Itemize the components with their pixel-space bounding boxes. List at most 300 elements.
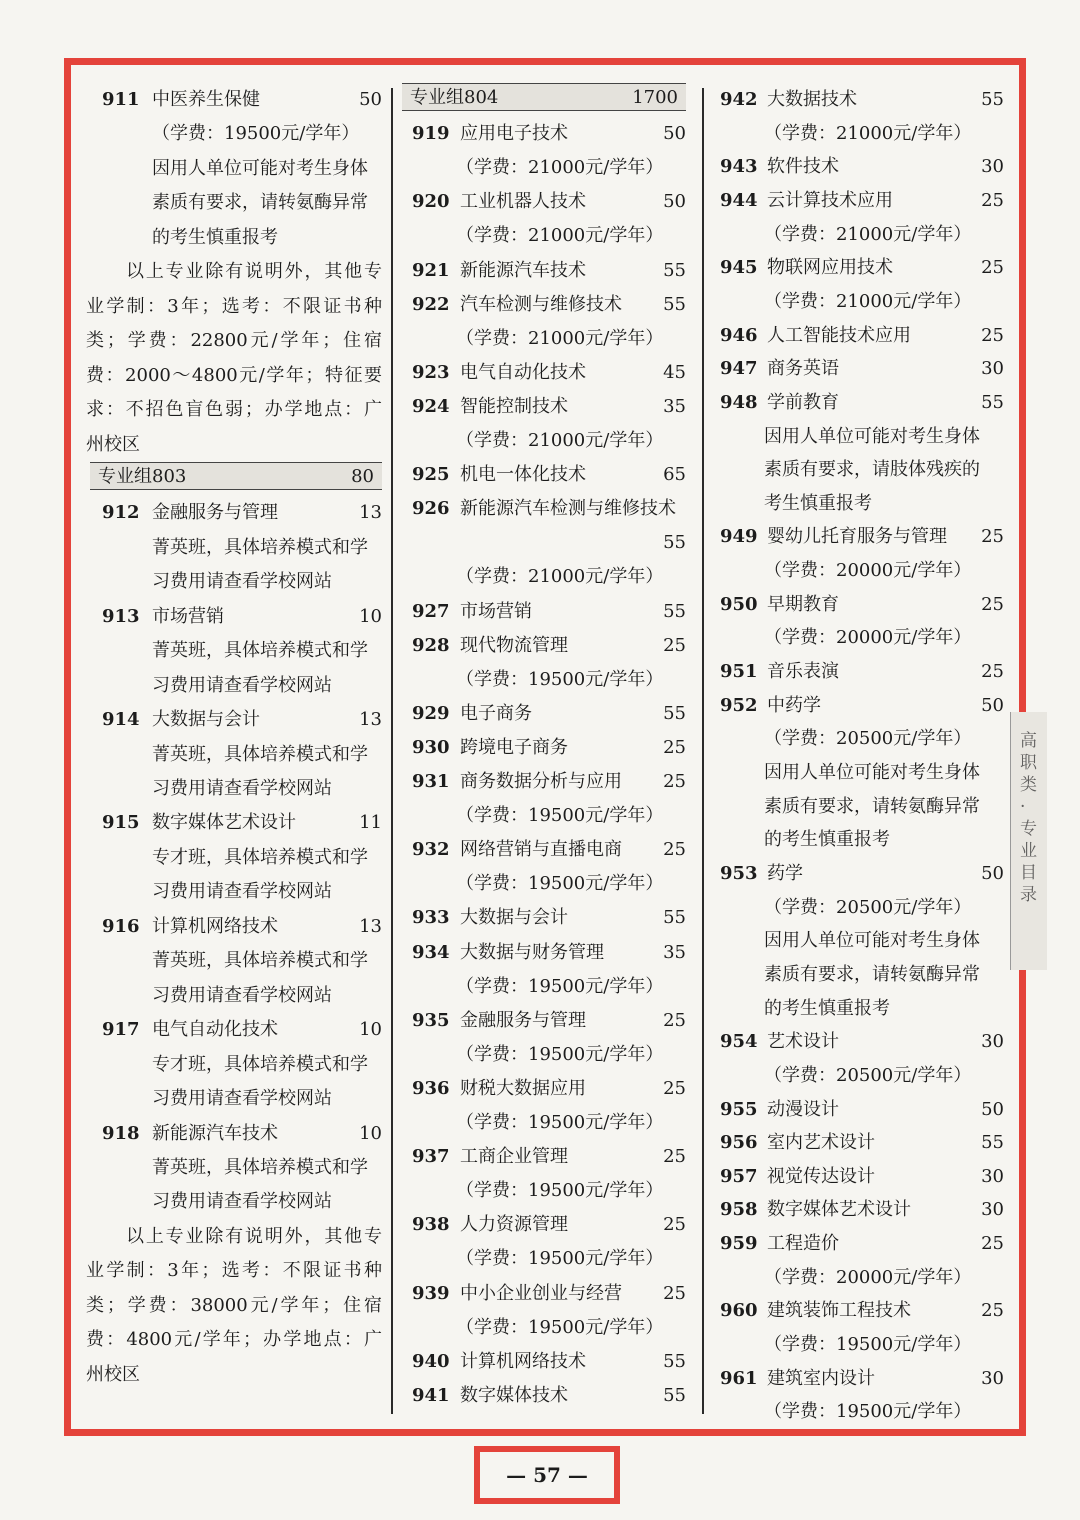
program-name: 市场营销 [152, 605, 224, 627]
text-line [398, 151, 690, 185]
program-code: 930 [412, 736, 450, 758]
column-divider [702, 88, 704, 1414]
text-line [86, 1185, 386, 1219]
program-quota: 25 [663, 634, 686, 656]
program-entry [712, 83, 1008, 117]
text-line [86, 393, 386, 427]
program-entry [712, 386, 1008, 420]
program-note: 专才班，具体培养模式和学 [152, 1053, 368, 1075]
text-line [398, 663, 690, 697]
program-code: 927 [412, 600, 450, 622]
program-quota: 13 [359, 502, 382, 524]
program-quota: 25 [663, 1009, 686, 1031]
program-code: 932 [412, 839, 450, 861]
group-note: 以上专业除有说明外，其他专 [126, 261, 382, 283]
program-code: 928 [412, 634, 450, 656]
program-note: 习费用请查看学校网站 [152, 881, 332, 903]
program-name: 物联网应用技术 [767, 257, 893, 279]
program-entry [712, 655, 1008, 689]
program-name: 数字媒体艺术设计 [767, 1199, 911, 1221]
program-code: 945 [720, 257, 758, 279]
program-note: （学费：20500元/学年） [764, 1064, 972, 1086]
program-name: 软件技术 [767, 156, 839, 178]
program-quota: 25 [981, 257, 1004, 279]
program-name: 财税大数据应用 [460, 1077, 586, 1099]
program-code: 941 [412, 1384, 450, 1406]
program-entry [398, 254, 690, 288]
program-name: 计算机网络技术 [460, 1350, 586, 1372]
side-thumb-tab [1010, 712, 1047, 970]
program-entry [712, 588, 1008, 622]
program-code: 940 [412, 1350, 450, 1372]
text-line [712, 1395, 1008, 1429]
group-name: 专业组803 [98, 465, 187, 487]
text-line [86, 565, 386, 599]
group-title [402, 83, 686, 111]
text-line [86, 324, 386, 358]
program-quota: 25 [663, 736, 686, 758]
program-code: 911 [102, 89, 140, 110]
column-middle [398, 83, 690, 1417]
program-entry [712, 1294, 1008, 1328]
text-line [712, 958, 1008, 992]
program-quota: 30 [981, 1165, 1004, 1187]
column-right [712, 83, 1008, 1423]
program-quota: 25 [981, 189, 1004, 211]
program-note: （学费：20500元/学年） [764, 728, 972, 750]
program-quota: 55 [663, 532, 686, 554]
program-note: 素质有要求，请肢体残疾的 [764, 459, 980, 481]
program-entry [398, 697, 690, 731]
program-entry [86, 496, 386, 530]
program-entry [398, 356, 690, 390]
text-line [712, 1059, 1008, 1093]
program-name: 建筑装饰工程技术 [767, 1300, 911, 1322]
program-note: （学费：19500元/学年） [456, 1248, 664, 1270]
program-name: 网络营销与直播电商 [460, 839, 622, 861]
program-quota: 30 [981, 1367, 1004, 1389]
text-line [86, 428, 386, 462]
program-quota: 35 [663, 941, 686, 963]
program-name: 人力资源管理 [460, 1214, 568, 1236]
program-entry [86, 1013, 386, 1047]
text-line [86, 738, 386, 772]
program-code: 948 [720, 391, 758, 413]
program-code: 929 [412, 702, 450, 724]
program-name: 云计算技术应用 [767, 189, 893, 211]
program-quota: 25 [981, 1300, 1004, 1322]
program-quota: 30 [981, 358, 1004, 380]
program-note: （学费：19500元/学年） [152, 123, 360, 145]
program-entry [712, 689, 1008, 723]
program-quota: 50 [981, 694, 1004, 716]
program-name: 中小企业创业与经营 [460, 1282, 622, 1304]
page-number: — 57 — [506, 1463, 588, 1487]
program-code: 918 [102, 1122, 140, 1144]
program-code: 937 [412, 1146, 450, 1168]
program-name: 工商企业管理 [460, 1146, 568, 1168]
program-quota: 50 [663, 123, 686, 145]
program-name: 应用电子技术 [460, 123, 568, 145]
program-entry [398, 1004, 690, 1038]
program-code: 943 [720, 156, 758, 178]
group-quota: 1700 [632, 87, 678, 108]
program-note: 习费用请查看学校网站 [152, 571, 332, 593]
program-note: （学费：20000元/学年） [764, 560, 972, 582]
program-code: 959 [720, 1233, 758, 1255]
text-line [86, 1289, 386, 1323]
program-entry [398, 1072, 690, 1106]
text-line [398, 799, 690, 833]
program-entry [86, 1117, 386, 1151]
group-row [398, 83, 690, 117]
program-note: 菁英班，具体培养模式和学 [152, 640, 368, 662]
text-line [398, 219, 690, 253]
text-line [398, 322, 690, 356]
program-note: 习费用请查看学校网站 [152, 984, 332, 1006]
program-name: 现代物流管理 [460, 634, 568, 656]
program-entry [712, 184, 1008, 218]
program-note: 菁英班，具体培养模式和学 [152, 950, 368, 972]
program-quota: 11 [359, 812, 382, 834]
program-code: 942 [720, 89, 758, 110]
program-name: 工程造价 [767, 1233, 839, 1255]
text-line [712, 420, 1008, 454]
program-code: 921 [412, 259, 450, 281]
text-line [712, 1261, 1008, 1295]
program-entry [712, 520, 1008, 554]
program-note: （学费：19500元/学年） [764, 1334, 972, 1356]
text-line [86, 1220, 386, 1254]
program-quota: 45 [663, 361, 686, 383]
program-code: 933 [412, 907, 450, 929]
program-entry [398, 458, 690, 492]
program-note: （学费：21000元/学年） [456, 225, 664, 247]
program-note: 菁英班，具体培养模式和学 [152, 536, 368, 558]
text-line [86, 669, 386, 703]
program-code: 917 [102, 1019, 140, 1041]
text-line [712, 285, 1008, 319]
text-line [712, 218, 1008, 252]
text-line [86, 221, 386, 255]
program-quota: 10 [359, 1122, 382, 1144]
text-line [712, 453, 1008, 487]
program-quota: 25 [981, 593, 1004, 615]
group-title [90, 462, 382, 490]
program-code: 925 [412, 464, 450, 486]
program-entry [712, 1227, 1008, 1261]
program-code: 960 [720, 1300, 758, 1322]
program-code: 934 [412, 941, 450, 963]
program-entry [712, 319, 1008, 353]
program-entry [712, 251, 1008, 285]
program-entry [712, 1362, 1008, 1396]
program-entry [398, 1140, 690, 1174]
program-code: 935 [412, 1009, 450, 1031]
program-code: 924 [412, 395, 450, 417]
program-quota: 25 [663, 1077, 686, 1099]
program-note: （学费：20000元/学年） [764, 1266, 972, 1288]
group-note: 州校区 [86, 1363, 140, 1385]
program-note: 的考生慎重报考 [764, 829, 890, 851]
program-quota: 50 [663, 191, 686, 213]
program-entry [398, 288, 690, 322]
program-code: 939 [412, 1282, 450, 1304]
program-note: （学费：21000元/学年） [456, 430, 664, 451]
program-quota: 30 [981, 1031, 1004, 1053]
text-line [86, 875, 386, 909]
text-line [86, 359, 386, 393]
program-name: 跨境电子商务 [460, 736, 568, 758]
program-note: 专才班，具体培养模式和学 [152, 846, 368, 868]
program-name: 建筑室内设计 [767, 1367, 875, 1389]
text-line [712, 823, 1008, 857]
program-quota: 55 [663, 1384, 686, 1406]
program-entry [86, 83, 386, 117]
program-code: 916 [102, 915, 140, 937]
program-quota: 25 [663, 1214, 686, 1236]
program-code: 913 [102, 605, 140, 627]
program-quota: 55 [663, 907, 686, 929]
program-name: 大数据技术 [767, 89, 857, 110]
text-line [398, 1038, 690, 1072]
program-note: 习费用请查看学校网站 [152, 1191, 332, 1213]
program-note: （学费：19500元/学年） [456, 1316, 664, 1338]
program-entry [398, 390, 690, 424]
program-name: 商务英语 [767, 358, 839, 380]
program-note: （学费：19500元/学年） [764, 1401, 972, 1423]
program-note: 素质有要求，请转氨酶异常 [764, 963, 980, 985]
group-note: 类；学费：38000元/学年；住宿 [86, 1294, 382, 1316]
program-quota: 25 [663, 1282, 686, 1304]
program-entry [398, 117, 690, 151]
program-quota: 50 [981, 862, 1004, 884]
program-entry [398, 833, 690, 867]
side-tab-label: 高职类·专业目录 [1020, 731, 1037, 905]
program-code: 914 [102, 709, 140, 731]
program-quota: 55 [981, 391, 1004, 413]
program-quota: 55 [663, 702, 686, 724]
text-line [712, 924, 1008, 958]
program-note: 因用人单位可能对考生身体 [152, 157, 368, 179]
program-code: 922 [412, 293, 450, 315]
program-note: （学费：19500元/学年） [456, 873, 664, 895]
program-name: 计算机网络技术 [152, 915, 278, 937]
program-quota: 55 [663, 600, 686, 622]
program-entry [86, 806, 386, 840]
text-line [86, 1082, 386, 1116]
text-line [86, 1358, 386, 1392]
program-name: 音乐表演 [767, 661, 839, 683]
program-name: 人工智能技术应用 [767, 324, 911, 346]
program-name: 数字媒体艺术设计 [152, 812, 296, 834]
text-line [86, 634, 386, 668]
program-note: 因用人单位可能对考生身体 [764, 425, 980, 447]
page-number-box [474, 1446, 620, 1504]
text-line [398, 867, 690, 901]
program-quota: 25 [981, 661, 1004, 683]
program-note: （学费：19500元/学年） [456, 805, 664, 827]
group-note: 州校区 [86, 433, 140, 455]
text-line [86, 290, 386, 324]
program-quota: 55 [981, 89, 1004, 110]
text-line [712, 891, 1008, 925]
program-quota: 50 [359, 89, 382, 110]
program-quota: 25 [981, 1233, 1004, 1255]
program-entry [398, 1208, 690, 1242]
text-line [86, 1323, 386, 1357]
text-line [86, 255, 386, 289]
program-note: （学费：21000元/学年） [456, 157, 664, 179]
text-line [398, 560, 690, 594]
program-quota: 13 [359, 709, 382, 731]
program-note: （学费：21000元/学年） [764, 290, 972, 312]
program-name: 机电一体化技术 [460, 464, 586, 486]
program-code: 923 [412, 361, 450, 383]
text-line [86, 1151, 386, 1185]
text-line [712, 992, 1008, 1026]
program-code: 951 [720, 661, 758, 683]
program-name: 金融服务与管理 [152, 502, 278, 524]
text-line [86, 772, 386, 806]
program-code: 912 [102, 502, 140, 524]
program-quota: 55 [981, 1132, 1004, 1154]
text-line [86, 117, 386, 151]
program-entry [712, 1193, 1008, 1227]
program-entry [398, 901, 690, 935]
text-line [86, 1254, 386, 1288]
program-name: 大数据与会计 [152, 709, 260, 731]
program-code: 950 [720, 593, 758, 615]
group-note: 求：不招色盲色弱；办学地点：广 [86, 399, 382, 421]
program-quota: 55 [663, 293, 686, 315]
program-code: 926 [412, 498, 450, 520]
program-entry [398, 1379, 690, 1413]
program-entry [398, 765, 690, 799]
program-entry [712, 150, 1008, 184]
program-name: 工业机器人技术 [460, 191, 586, 213]
program-quota: 25 [981, 324, 1004, 346]
text-line [398, 424, 690, 458]
program-name: 智能控制技术 [460, 395, 568, 417]
text-line [398, 1106, 690, 1140]
text-line [398, 970, 690, 1004]
text-line [398, 1242, 690, 1276]
program-name: 电子商务 [460, 702, 532, 724]
program-entry [398, 629, 690, 663]
program-name: 学前教育 [767, 391, 839, 413]
program-quota: 10 [359, 605, 382, 627]
program-code: 949 [720, 526, 758, 548]
text-line [398, 1174, 690, 1208]
program-quota: 25 [663, 839, 686, 861]
program-code: 956 [720, 1132, 758, 1154]
program-quota: 10 [359, 1019, 382, 1041]
program-quota: 50 [981, 1098, 1004, 1120]
program-entry [86, 910, 386, 944]
program-note: （学费：21000元/学年） [764, 122, 972, 144]
program-entry [712, 1126, 1008, 1160]
program-note: （学费：19500元/学年） [456, 1180, 664, 1202]
program-entry [398, 492, 690, 526]
program-name: 艺术设计 [767, 1031, 839, 1053]
text-line [712, 117, 1008, 151]
text-line [86, 152, 386, 186]
program-entry [398, 936, 690, 970]
program-quota: 25 [663, 1146, 686, 1168]
program-name: 数字媒体技术 [460, 1384, 568, 1406]
program-code: 947 [720, 358, 758, 380]
program-name: 婴幼儿托育服务与管理 [767, 526, 947, 548]
program-name: 商务数据分析与应用 [460, 771, 622, 792]
program-name: 市场营销 [460, 600, 532, 622]
program-note: （学费：21000元/学年） [456, 566, 664, 588]
program-entry [712, 857, 1008, 891]
program-code: 944 [720, 189, 758, 211]
group-row [86, 462, 386, 496]
program-note: （学费：21000元/学年） [456, 327, 664, 349]
program-note: 菁英班，具体培养模式和学 [152, 1156, 368, 1178]
program-note: 的考生慎重报考 [764, 997, 890, 1019]
program-note: （学费：19500元/学年） [456, 1112, 664, 1133]
program-name: 大数据与会计 [460, 907, 568, 929]
program-code: 957 [720, 1165, 758, 1187]
program-name: 中医养生保健 [152, 89, 260, 110]
program-note: 素质有要求，请转氨酶异常 [764, 795, 980, 817]
program-name: 汽车检测与维修技术 [460, 293, 622, 315]
program-note: 习费用请查看学校网站 [152, 1088, 332, 1110]
program-name: 动漫设计 [767, 1098, 839, 1120]
program-code: 946 [720, 324, 758, 346]
program-name: 电气自动化技术 [460, 361, 586, 383]
program-code: 952 [720, 694, 758, 716]
column-left [86, 83, 386, 1417]
program-entry [712, 1093, 1008, 1127]
program-name: 大数据与财务管理 [460, 941, 604, 963]
program-note: （学费：21000元/学年） [764, 223, 972, 245]
program-quota: 55 [663, 1350, 686, 1372]
text-line [712, 722, 1008, 756]
group-note: 以上专业除有说明外，其他专 [126, 1225, 382, 1247]
program-name: 中药学 [767, 694, 821, 716]
program-quota: 30 [981, 156, 1004, 178]
text-line [86, 944, 386, 978]
program-entry [712, 1025, 1008, 1059]
group-note: 费：2000～4800元/学年；特征要 [86, 364, 382, 386]
program-code: 936 [412, 1077, 450, 1099]
program-name: 电气自动化技术 [152, 1019, 278, 1041]
program-name: 视觉传达设计 [767, 1165, 875, 1187]
group-name: 专业组804 [410, 87, 499, 108]
text-line [86, 841, 386, 875]
program-code: 938 [412, 1214, 450, 1236]
program-name: 金融服务与管理 [460, 1009, 586, 1031]
program-entry [86, 600, 386, 634]
program-code: 961 [720, 1367, 758, 1389]
program-entry [398, 185, 690, 219]
program-quota: 65 [663, 464, 686, 486]
program-name: 新能源汽车技术 [152, 1122, 278, 1144]
program-entry [398, 595, 690, 629]
group-note: 业学制：3年；选考：不限证书种 [86, 1260, 382, 1282]
text-line [86, 1048, 386, 1082]
program-note: 习费用请查看学校网站 [152, 778, 332, 799]
text-line [712, 790, 1008, 824]
text-line [398, 526, 690, 560]
program-quota: 25 [663, 771, 686, 792]
text-line [712, 756, 1008, 790]
text-line [398, 1311, 690, 1345]
